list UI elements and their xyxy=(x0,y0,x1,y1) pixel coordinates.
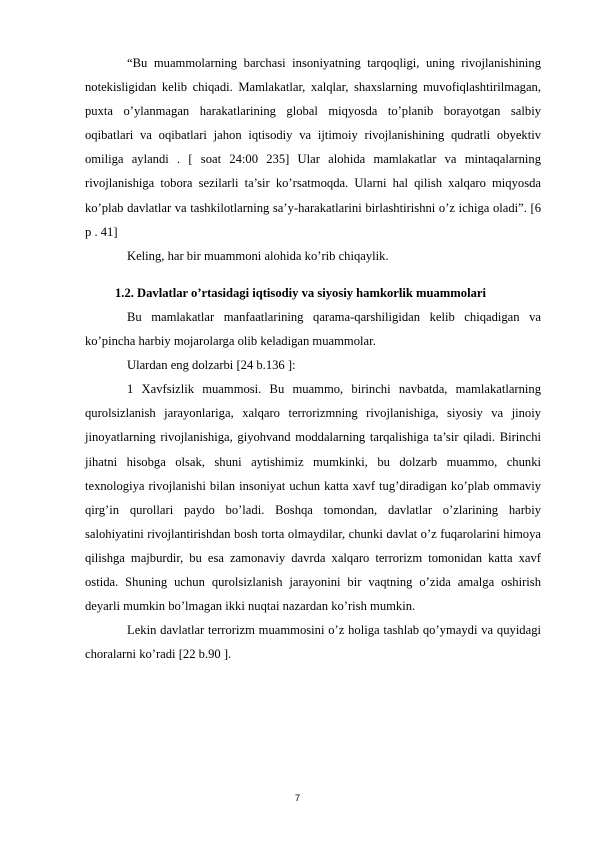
paragraph-quote: “Bu muammolarning barchasi insoniyatning tarqoqligi, uning rivojlanishining notekisligidan kelib chiqadi. Mamlakatlar, xalqlar, shaxslarning muvofiqlashtirilmagan, puxta o’ylanmagan harakatlarining global miqyosda to’planib borayotgan salbiy oqibatlari va oqibatlari jahon iqtisodiy va ijtimoiy rivojlanishining qudratli obyektiv omiliga aylandi . [ soat 24:00 235] Ular alohida mamlakatlar va mintaqalarning rivojlanishiga tobora sezilarli ta’sir ko’rsatmoqda. Ularni hal qilish xalqaro miqyosda ko’plab davlatlar va tashkilotlarning sa’y-harakatlarini birlashtirishni o’z ichiga oladi”. [6 p . 41] xyxy=(85,56,541,239)
paragraph-problems: Bu mamlakatlar manfaatlarining qarama-qarshiligidan kelib chiqadigan va ko’pincha harbiy mojarolarga olib keladigan muammolar. xyxy=(85,309,541,349)
document-body xyxy=(85,51,541,666)
page-number: 7 xyxy=(294,793,301,804)
section-heading: 1.2. Davlatlar o’rtasidagi iqtisodiy va siyosiy hamkorlik muammolari xyxy=(115,285,486,300)
paragraph-security: 1 Xavfsizlik muammosi. Bu muammo, birinchi navbatda, mamlakatlarning qurolsizlanish jarayonlariga, xalqaro terrorizmning rivojlanishiga, siyosiy va jinoiy jinoyatlarning rivojlanishiga, giyohvand moddalarning tarqalishiga ta’sir qiladi. Birinchi jihatni hisobga olsak, shuni aytishimiz mumkinki, bu dolzarb muammo, chunki texnologiya rivojlanishi bilan insoniyat uchun katta xavf tug’diradigan ko’plab ommaviy qirg’in qurollari paydo bo’ladi. Boshqa tomondan, davlatlar o’zlarining harbiy salohiyatini rivojlantirishdan bosh torta olmaydilar, chunki davlat o’z fuqarolarini himoya qilishga majburdir, bu esa zamonaviy davrda xalqaro terrorizm tomonidan katta xavf ostida. Shuning uchun qurolsizlanish jarayonini bir vaqtning o’zida amalga oshirish deyarli mumkin bo’lmagan ikki nuqtai nazardan ko’rish mumkin. xyxy=(85,382,541,614)
paragraph-terrorism: Lekin davlatlar terrorizm muammosini o’z holiga tashlab qo’ymaydi va quyidagi choralarni ko’radi [22 b.90 ]. xyxy=(85,623,541,662)
paragraph-intro: Keling, har bir muammoni alohida ko’rib chiqaylik. xyxy=(127,248,389,263)
paragraph-list-lead: Ulardan eng dolzarbi [24 b.136 ]: xyxy=(127,358,296,373)
